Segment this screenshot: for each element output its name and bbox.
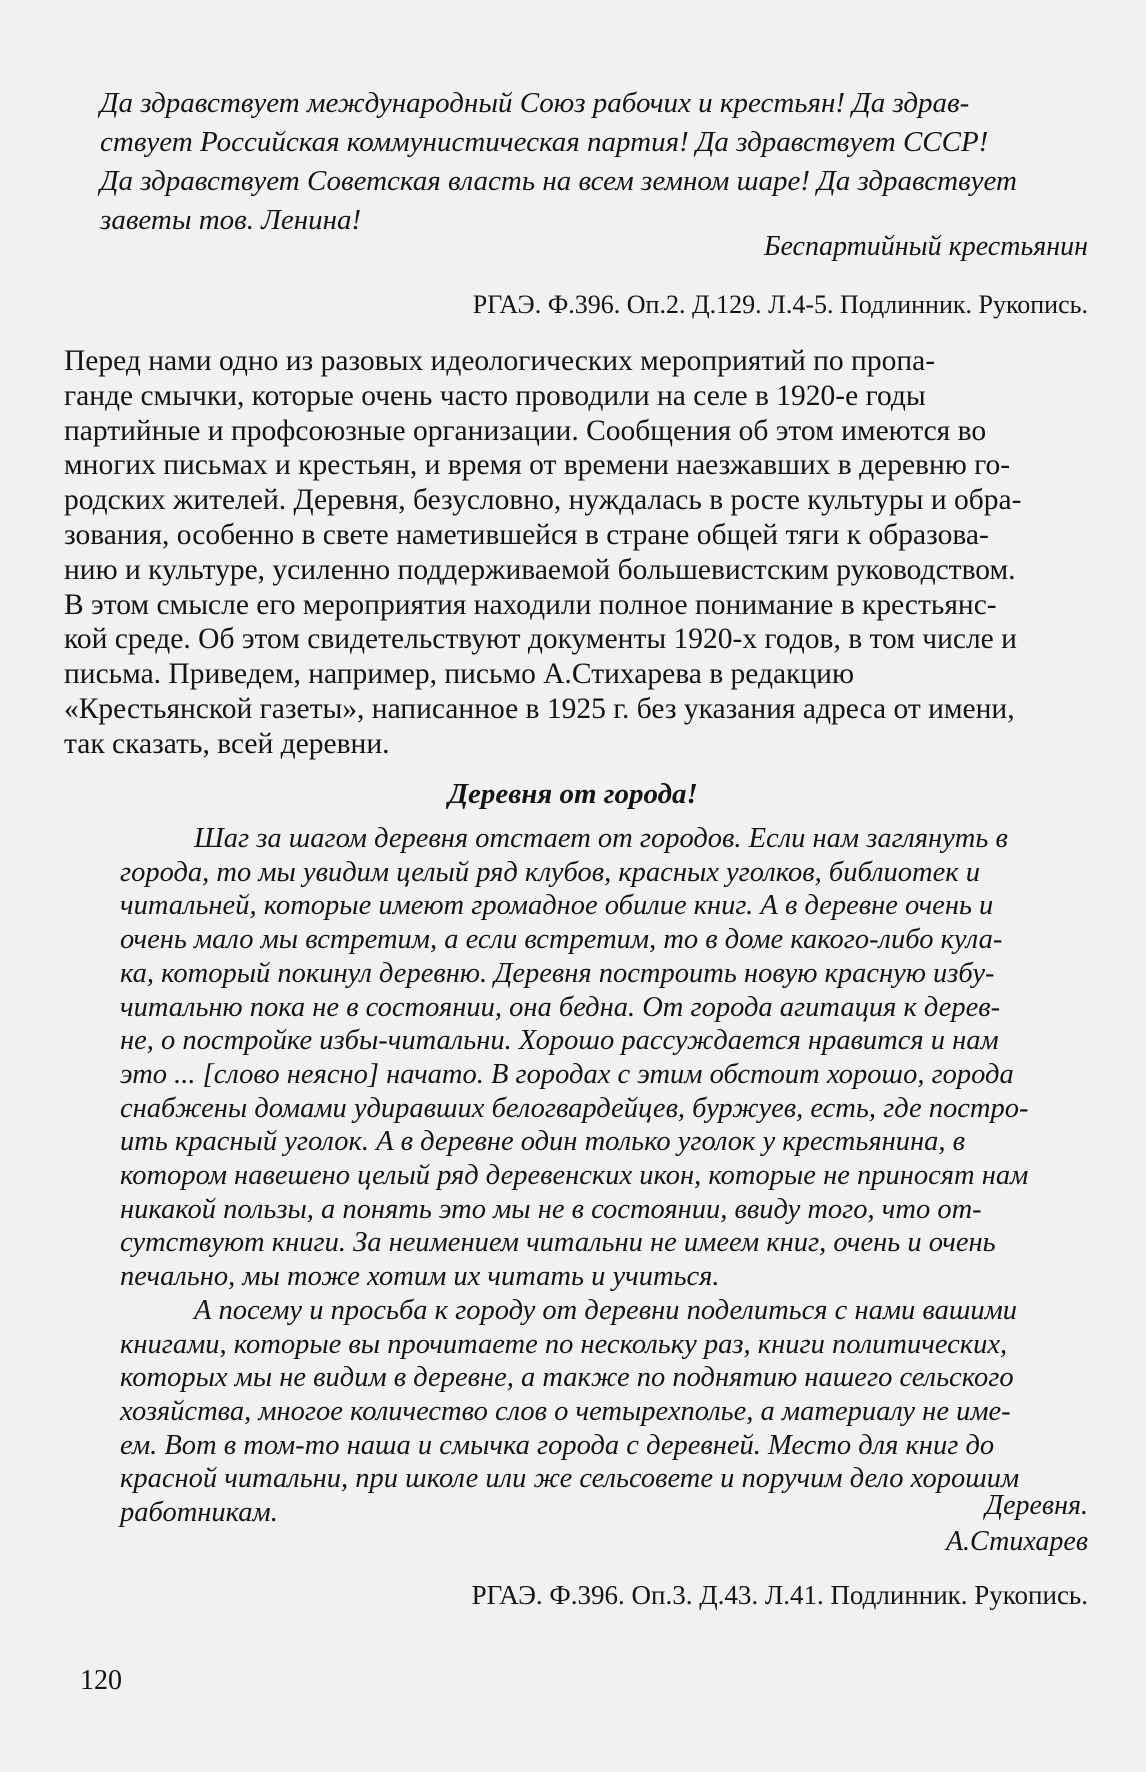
letter-line: ить красный уголок. А в деревне один только уголок у крестьянина, в bbox=[120, 1126, 965, 1158]
body-line: партийные и профсоюзные организации. Сообщения об этом имеются во bbox=[64, 414, 987, 447]
letter-line: снабжены домами удиравших белогвардейцев, буржуев, есть, где постро- bbox=[120, 1092, 1029, 1124]
letter-line: не, о постройке избы-читальни. Хорошо рассуждается нравится и нам bbox=[120, 1025, 999, 1057]
letter-line: которых мы не видим в деревне, а также по поднятию нашего сельского bbox=[120, 1362, 1014, 1394]
body-line: зования, особенно в свете наметившейся в стране общей тяги к образова- bbox=[64, 518, 989, 551]
letter-line: города, то мы увидим целый ряд клубов, красных уголков, библиотек и bbox=[120, 856, 980, 888]
body-line: письма. Приведем, например, письмо А.Стихарева в редакцию bbox=[64, 658, 855, 691]
intro-signature: Беспартийный крестьянин bbox=[763, 231, 1088, 262]
letter-signature-name: А.Стихарев bbox=[945, 1526, 1088, 1557]
letter-line: книгами, которые вы прочитаете по нескольку раз, книги политических, bbox=[120, 1328, 1008, 1360]
intro-line: Да здравствует международный Союз рабочих и крестьян! Да здрав- bbox=[100, 87, 970, 119]
letter-line: это ... [слово неясно] начато. В городах с этим обстоит хорошо, города bbox=[120, 1058, 1014, 1090]
letter-line: котором навешено целый ряд деревенских икон, которые не приносят нам bbox=[120, 1160, 1029, 1192]
body-line: Перед нами одно из разовых идеологических мероприятий по пропа- bbox=[64, 345, 936, 377]
letter-line: А посему и просьба к городу от деревни поделиться с нами вашими bbox=[194, 1294, 1018, 1326]
intro-line: ствует Российская коммунистическая партия! Да здравствует СССР! bbox=[100, 126, 989, 158]
letter-line: красной читальни, при школе или же сельсовете и поручим дело хорошим bbox=[120, 1463, 1020, 1495]
letter-line: ка, который покинул деревню. Деревня построить новую красную избу- bbox=[120, 957, 995, 989]
letter-line: Шаг за шагом деревня отстает от городов. Если нам заглянуть в bbox=[194, 823, 1008, 854]
letter-line: ем. Вот в том-то наша и смычка города с деревней. Место для книг до bbox=[120, 1429, 995, 1461]
body-line: многих письмах и крестьян, и время от времени наезжавших в деревню го- bbox=[64, 449, 1011, 482]
letter-text bbox=[120, 822, 1110, 1530]
commentary-paragraph bbox=[64, 344, 1094, 762]
letter-signature-place: Деревня. bbox=[985, 1490, 1088, 1521]
intro-line: заветы тов. Ленина! bbox=[100, 204, 362, 236]
body-line: нию и культуре, усиленно поддерживаемой большевистским руководством. bbox=[64, 553, 1016, 586]
body-line: ганде смычки, которые очень часто проводили на селе в 1920-е годы bbox=[64, 379, 926, 412]
page-number: 120 bbox=[80, 1665, 122, 1696]
letter-title: Деревня от города! bbox=[448, 778, 698, 810]
letter-line: очень мало мы встретим, а если встретим, то в доме какого-либо кула- bbox=[120, 924, 1003, 956]
intro-appeal bbox=[100, 84, 1090, 240]
body-line: кой среде. Об этом свидетельствуют документы 1920-х годов, в том числе и bbox=[64, 623, 1017, 656]
body-line: так сказать, всей деревни. bbox=[64, 727, 390, 760]
archive-source-2: РГАЭ. Ф.396. Оп.3. Д.43. Л.41. Подлинник. Рукопись. bbox=[471, 1580, 1088, 1610]
letter-line: никакой пользы, а понять это мы не в состоянии, ввиду того, что от- bbox=[120, 1193, 982, 1225]
letter-line: читальней, которые имеют громадное обилие книг. А в деревне очень и bbox=[120, 890, 994, 922]
archive-source-1: РГАЭ. Ф.396. Оп.2. Д.129. Л.4-5. Подлинник. Рукопись. bbox=[472, 290, 1088, 319]
body-line: В этом смысле его мероприятия находили полное понимание в крестьянс- bbox=[64, 588, 997, 621]
body-line: родских жителей. Деревня, безусловно, нуждалась в росте культуры и обра- bbox=[64, 484, 1022, 517]
letter-line: хозяйства, многое количество слов о четырехполье, а материалу не име- bbox=[120, 1395, 1011, 1427]
intro-line: Да здравствует Советская власть на всем земном шаре! Да здравствует bbox=[100, 165, 1017, 197]
letter-line: печально, мы тоже хотим их читать и учиться. bbox=[120, 1261, 720, 1293]
letter-line: сутствуют книги. За неимением читальни не имеем книг, очень и очень bbox=[120, 1227, 996, 1259]
letter-line: работникам. bbox=[120, 1497, 278, 1529]
body-line: «Крестьянской газеты», написанное в 1925 г. без указания адреса от имени, bbox=[64, 692, 1015, 725]
letter-line: читальню пока не в состоянии, она бедна. От города агитация к дерев- bbox=[120, 991, 1001, 1023]
